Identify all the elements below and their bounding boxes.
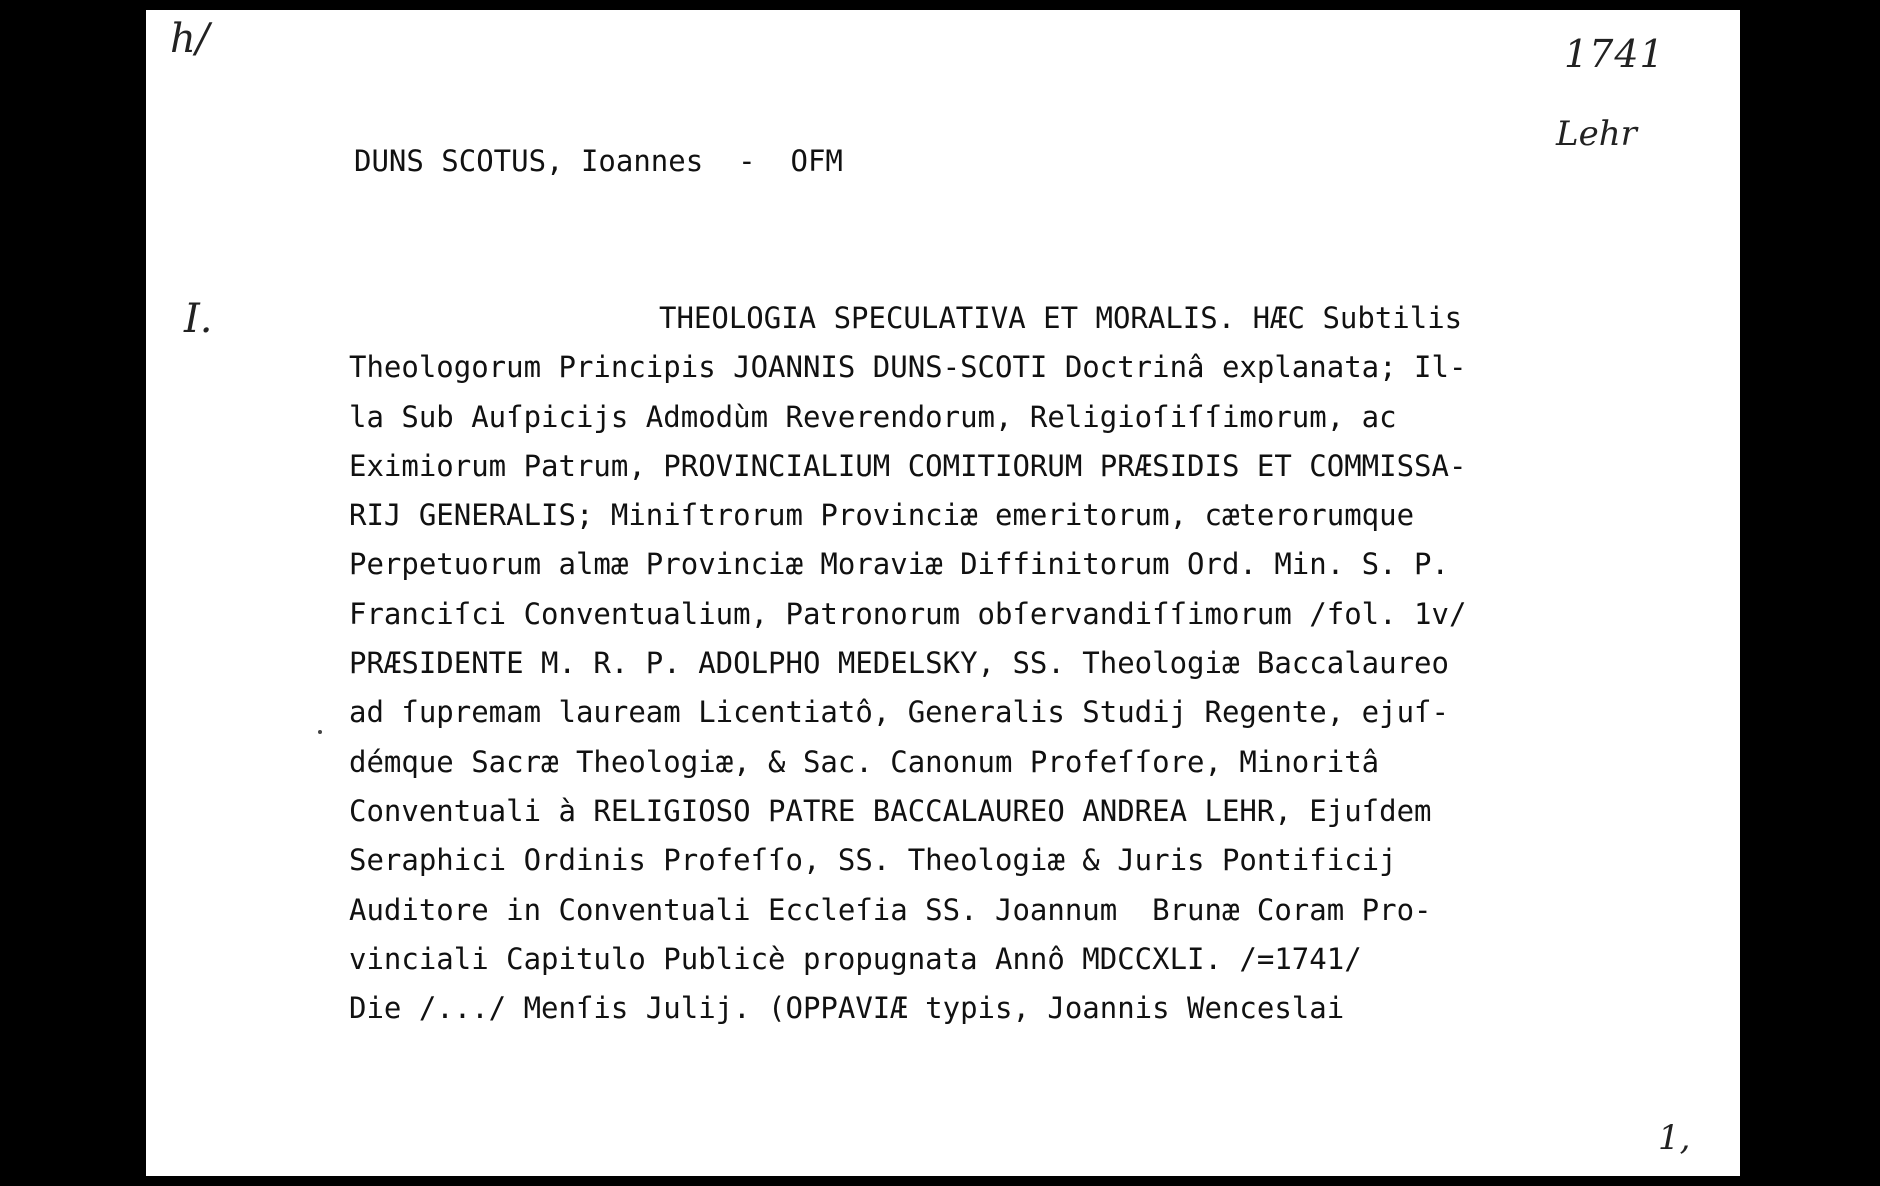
body-line: la Sub Auſpicijs Admodùm Reverendorum, Religioſiſſimorum, ac bbox=[349, 399, 1397, 434]
body-line: ad ſupremam lauream Licentiatô, Generalis Studij Regente, ejuſ- bbox=[349, 695, 1449, 730]
scan-speck bbox=[318, 730, 322, 734]
body-line: Perpetuorum almæ Provinciæ Moraviæ Diffinitorum Ord. Min. S. P. bbox=[349, 547, 1449, 582]
body-line: démque Sacræ Theologiæ, & Sac. Canonum Profeſſore, Minoritâ bbox=[349, 744, 1380, 779]
handwritten-bottom-mark: 1, bbox=[1658, 1118, 1691, 1158]
handwritten-top-left-mark: h/ bbox=[170, 16, 210, 62]
handwritten-name: Lehr bbox=[1556, 114, 1637, 154]
body-line: Die /.../ Menſis Julij. (OPPAVIÆ typis, Joannis Wenceslai bbox=[349, 991, 1345, 1026]
body-line: Auditore in Conventuali Eccleſia SS. Joannum Brunæ Coram Pro- bbox=[349, 892, 1432, 927]
catalog-card bbox=[146, 10, 1740, 1176]
handwritten-roman-numeral: I. bbox=[184, 296, 213, 342]
card-body bbox=[349, 294, 1466, 1033]
body-line: vinciali Capitulo Publicè propugnata Annô MDCCXLI. /=1741/ bbox=[349, 941, 1362, 976]
handwritten-year: 1741 bbox=[1564, 32, 1665, 76]
body-line: PRÆSIDENTE M. R. P. ADOLPHO MEDELSKY, SS. Theologiæ Baccalaureo bbox=[349, 646, 1449, 681]
body-line: Franciſci Conventualium, Patronorum obſervandiſſimorum /fol. 1v/ bbox=[349, 596, 1467, 631]
body-line: Conventuali à RELIGIOSO PATRE BACCALAUREO ANDREA LEHR, Ejuſdem bbox=[349, 793, 1432, 828]
body-line: Theologorum Principis JOANNIS DUNS-SCOTI Doctrinâ explanata; Il- bbox=[349, 350, 1467, 385]
body-line: THEOLOGIA SPECULATIVA ET MORALIS. HÆC Subtilis bbox=[659, 301, 1463, 335]
body-line: Eximiorum Patrum, PROVINCIALIUM COMITIORUM PRÆSIDIS ET COMMISSA- bbox=[349, 448, 1467, 483]
card-heading: DUNS SCOTUS, Ioannes - OFM bbox=[354, 144, 843, 178]
body-line: RIJ GENERALIS; Miniſtrorum Provinciæ emeritorum, cæterorumque bbox=[349, 498, 1415, 533]
body-line: Seraphici Ordinis Profeſſo, SS. Theologiæ & Juris Pontificij bbox=[349, 843, 1397, 878]
